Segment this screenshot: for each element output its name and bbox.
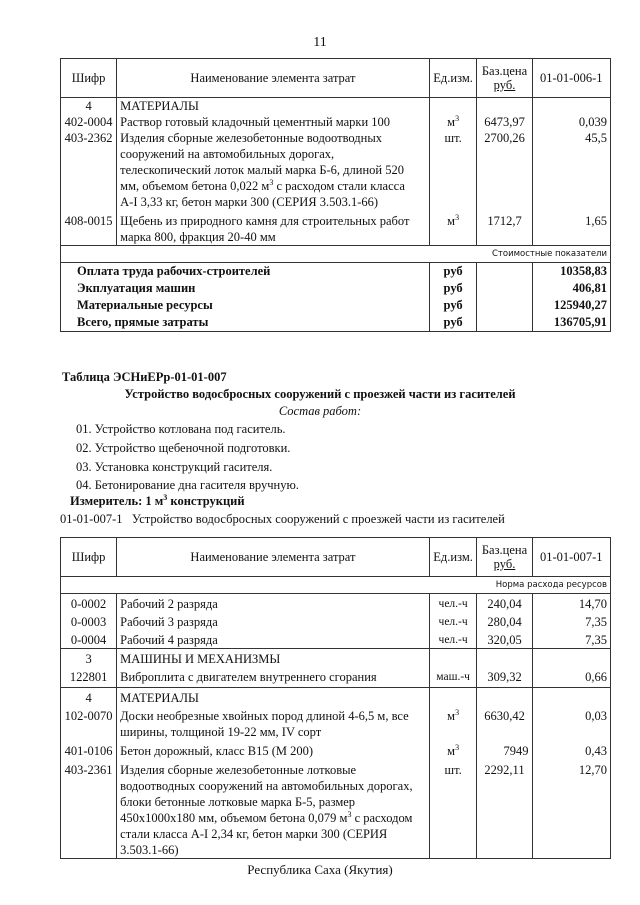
row-unit: чел.-ч: [429, 594, 477, 613]
row-price: 2292,11: [477, 759, 532, 859]
row-name: Щебень из природного камня для строительных работ марка 800, фракция 20-40 мм: [117, 210, 430, 246]
table-row: [61, 612, 611, 630]
summary-row: [61, 297, 611, 314]
cost-table-01-01-006: [60, 58, 611, 332]
section-code: 3: [61, 649, 117, 668]
row-unit: $м^3$: [429, 740, 477, 759]
row-code: 102-0070: [61, 706, 117, 740]
row-code: 403-2362: [61, 130, 117, 210]
item-line: 01-01-007-1 Устройство водосбросных сооружений с проезжей части из гасителей: [60, 512, 505, 526]
section-row: [61, 688, 611, 707]
section-title: МАШИНЫ И МЕХАНИЗМЫ: [117, 649, 430, 668]
row-name: Виброплита с двигателем внутреннего сгорания: [117, 667, 430, 688]
row-qty: 14,70: [532, 594, 610, 613]
row-qty: 0,66: [532, 667, 610, 688]
header-norm: 01-01-006-1: [532, 59, 610, 98]
header-unit: Ед.изм.: [429, 538, 477, 577]
band-row: [61, 577, 611, 594]
row-price: 1712,7: [477, 210, 532, 246]
row-unit: шт.: [429, 130, 477, 210]
header-price: Баз.цена руб.: [477, 59, 532, 98]
header-name: Наименование элемента затрат: [117, 538, 430, 577]
summary-row: [61, 314, 611, 332]
table-row: [61, 740, 611, 759]
work-item: 01. Устройство котлована под гаситель.: [76, 422, 286, 436]
page-number: 11: [313, 35, 327, 50]
summary-unit: руб: [429, 263, 477, 281]
row-code: 0-0004: [61, 630, 117, 649]
cost-table-01-01-007: [60, 537, 611, 859]
table-header-row: [61, 59, 611, 98]
table-row: [61, 594, 611, 613]
row-price: 240,04: [477, 594, 532, 613]
header-code: Шифр: [61, 538, 117, 577]
row-unit: шт.: [429, 759, 477, 859]
row-qty: 12,70: [532, 759, 610, 859]
table-row: [61, 210, 611, 246]
summary-row: [61, 263, 611, 281]
page-footer: Республика Саха (Якутия): [247, 862, 393, 877]
row-qty: 0,43: [532, 740, 610, 759]
row-unit: $м^3$: [429, 706, 477, 740]
row-price: 280,04: [477, 612, 532, 630]
row-name: Бетон дорожный, класс В15 (М 200): [117, 740, 430, 759]
row-price: 6630,42: [477, 706, 532, 740]
table-row: [61, 130, 611, 210]
row-code: 402-0004: [61, 114, 117, 130]
work-item: 02. Устройство щебеночной подготовки.: [76, 441, 291, 455]
summary-value: 406,81: [532, 280, 610, 297]
row-name: Изделия сборные железобетонные водоотводных сооружений на автомобильных дорогах, телескопический лоток малый марка Б-6, длиной 520 мм, объемом бетона 0,022 $м^3$ с расходом стали класса А-I 3,33 кг, бетон марки 300 (СЕРИЯ 3.503.1-66): [117, 130, 430, 210]
row-price: 7949: [477, 740, 532, 759]
row-price: 2700,26: [477, 130, 532, 210]
table-row: [61, 667, 611, 688]
summary-value: 125940,27: [532, 297, 610, 314]
row-code: 0-0002: [61, 594, 117, 613]
band-row: [61, 246, 611, 263]
header-unit: Ед.изм.: [429, 59, 477, 98]
row-name: Рабочий 4 разряда: [117, 630, 430, 649]
summary-label: Материальные ресурсы: [61, 297, 430, 314]
measure-unit: Измеритель: 1 $м^3$ конструкций: [70, 492, 245, 508]
row-unit: маш.-ч: [429, 667, 477, 688]
row-price: 6473,97: [477, 114, 532, 130]
table-header-row: [61, 538, 611, 577]
table-id: Таблица ЭСНиЕРр-01-01-007: [62, 370, 227, 384]
row-price: 309,32: [477, 667, 532, 688]
section-code: 4: [61, 688, 117, 707]
row-code: 401-0106: [61, 740, 117, 759]
summary-unit: руб: [429, 280, 477, 297]
header-name: Наименование элемента затрат: [117, 59, 430, 98]
row-name: Рабочий 2 разряда: [117, 594, 430, 613]
summary-unit: руб: [429, 297, 477, 314]
section-code: 4: [61, 98, 117, 115]
band-label: Стоимостные показатели: [61, 246, 611, 263]
work-item: 03. Установка конструкций гасителя.: [76, 460, 273, 474]
row-name: Рабочий 3 разряда: [117, 612, 430, 630]
table-row: [61, 706, 611, 740]
row-unit: чел.-ч: [429, 612, 477, 630]
section-title: МАТЕРИАЛЫ: [117, 688, 430, 707]
row-unit: $м^3$: [429, 114, 477, 130]
section-title: МАТЕРИАЛЫ: [117, 98, 430, 115]
summary-row: [61, 280, 611, 297]
row-name: Доски необрезные хвойных пород длиной 4-6,5 м, все ширины, толщиной 19-22 мм, IV сорт: [117, 706, 430, 740]
row-code: 403-2361: [61, 759, 117, 859]
section-title: Устройство водосбросных сооружений с проезжей части из гасителей: [124, 387, 516, 401]
header-code: Шифр: [61, 59, 117, 98]
row-code: 122801: [61, 667, 117, 688]
band-label: Норма расхода ресурсов: [61, 577, 611, 594]
header-price: Баз.цена руб.: [477, 538, 532, 577]
row-qty: 7,35: [532, 612, 610, 630]
row-qty: 0,039: [532, 114, 610, 130]
row-qty: 45,5: [532, 130, 610, 210]
row-unit: $м^3$: [429, 210, 477, 246]
summary-label: Экплуатация машин: [61, 280, 430, 297]
table-row: [61, 759, 611, 859]
table-row: [61, 630, 611, 649]
header-norm: 01-01-007-1: [532, 538, 610, 577]
row-name: Изделия сборные железобетонные лотковые водоотводных сооружений на автомобильных дорогах, блоки бетонные лотковые марка Б-5, размер 450х1000х180 мм, объемом бетона 0,079 $м^3$ с расходом стали класса А-I 2,34 кг, бетон марки 300 (СЕРИЯ 3.503.1-66): [117, 759, 430, 859]
work-heading: Состав работ:: [278, 404, 362, 418]
row-code: 0-0003: [61, 612, 117, 630]
table-row: [61, 114, 611, 130]
summary-value: 10358,83: [532, 263, 610, 281]
summary-label: Оплата труда рабочих-строителей: [61, 263, 430, 281]
section-row: [61, 98, 611, 115]
work-item: 04. Бетонирование дна гасителя вручную.: [76, 478, 299, 492]
row-unit: чел.-ч: [429, 630, 477, 649]
section-row: [61, 649, 611, 668]
summary-value: 136705,91: [532, 314, 610, 332]
row-qty: 7,35: [532, 630, 610, 649]
row-price: 320,05: [477, 630, 532, 649]
summary-unit: руб: [429, 314, 477, 332]
row-qty: 1,65: [532, 210, 610, 246]
row-qty: 0,03: [532, 706, 610, 740]
row-name: Раствор готовый кладочный цементный марки 100: [117, 114, 430, 130]
summary-label: Всего, прямые затраты: [61, 314, 430, 332]
row-code: 408-0015: [61, 210, 117, 246]
